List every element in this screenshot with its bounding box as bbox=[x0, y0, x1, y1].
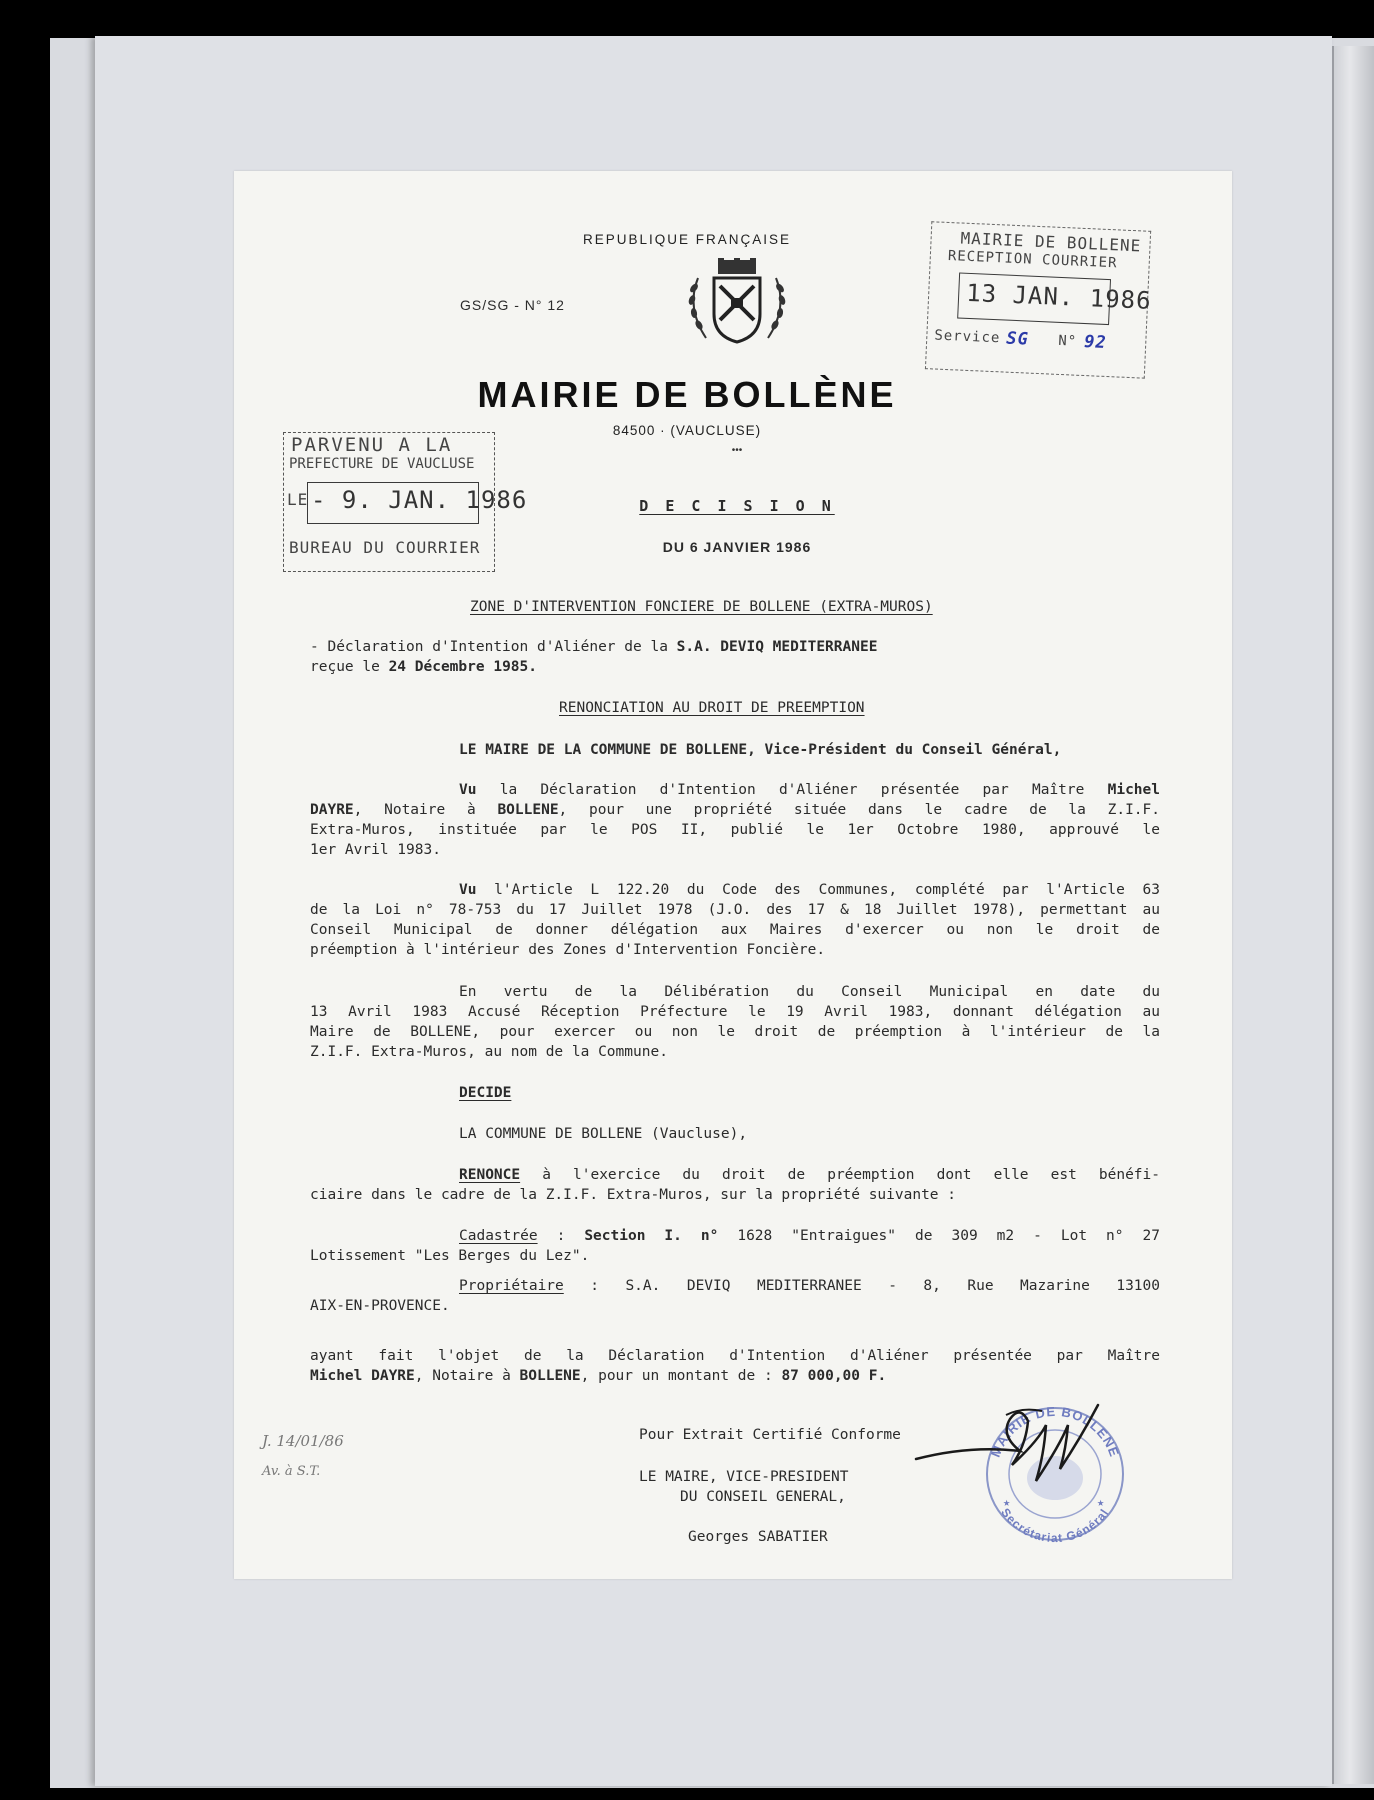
svg-text:★: ★ bbox=[1003, 1495, 1011, 1509]
decision-date: DU 6 JANVIER 1986 bbox=[662, 539, 812, 555]
issuer-address: 84500 · (VAUCLUSE) bbox=[612, 423, 762, 438]
certified-line: Pour Extrait Certifié Conforme bbox=[639, 1427, 901, 1443]
header-separator: ••• bbox=[731, 445, 743, 456]
renonce-line2: ciaire dans le cadre de la Z.I.F. Extra-Muros, sur la propriété suivante : bbox=[310, 1187, 957, 1203]
reception-stamp-number-label: N° bbox=[1057, 332, 1078, 350]
signatory-title-2: DU CONSEIL GENERAL, bbox=[680, 1489, 846, 1505]
ayant-line2: Michel DAYRE, Notaire à BOLLENE, pour un montant de : 87 000,00 F. bbox=[310, 1368, 887, 1384]
mayor-signature bbox=[910, 1385, 1123, 1495]
vu1-line1: Vu la Déclaration d'Intention d'Aliéner présentée par Maître Michel bbox=[459, 782, 1160, 798]
vu1-line4: 1er Avril 1983. bbox=[310, 842, 441, 858]
vu1-line2: DAYRE, Notaire à BOLLENE, pour une propriété située dans le cadre de la Z.I.F. bbox=[310, 802, 1161, 818]
prefecture-stamp-prefix: LE bbox=[287, 490, 309, 509]
svg-text:★: ★ bbox=[1097, 1495, 1105, 1509]
vu2-line2: de la Loi n° 78-753 du 17 Juillet 1978 (J.O. des 17 & 18 Juillet 1978), permettant au bbox=[310, 902, 1160, 918]
proprietaire-line1: Propriétaire : S.A. DEVIQ MEDITERRANEE - 8, Rue Mazarine 13100 bbox=[459, 1278, 1160, 1294]
en-vertu-line3: Maire de BOLLENE, pour exercer ou non le droit de préemption à l'intérieur de la bbox=[310, 1024, 1160, 1040]
declaration-line1: - Déclaration d'Intention d'Aliéner de la S.A. DEVIQ MEDITERRANEE bbox=[310, 639, 878, 655]
commune-line: LA COMMUNE DE BOLLENE (Vaucluse), bbox=[459, 1126, 748, 1142]
reception-stamp-service-label: Service bbox=[934, 327, 1001, 347]
declaration-company: S.A. DEVIQ MEDITERRANEE bbox=[676, 639, 878, 655]
renonciation-title: RENONCIATION AU DROIT DE PREEMPTION bbox=[559, 700, 865, 716]
reception-stamp-service-value: SG bbox=[1005, 328, 1030, 350]
reception-stamp-date: 13 JAN. 1986 bbox=[965, 278, 1153, 315]
reception-stamp-line2: RECEPTION COURRIER bbox=[947, 247, 1118, 272]
reception-stamp-number-value: 92 bbox=[1083, 332, 1108, 353]
prefecture-stamp-date: - 9. JAN. 1986 bbox=[311, 486, 528, 514]
handwritten-note-2: Av. à S.T. bbox=[262, 1464, 321, 1479]
en-vertu-line1: En vertu de la Délibération du Conseil Municipal en date du bbox=[459, 984, 1160, 1000]
zone-title: ZONE D'INTERVENTION FONCIERE DE BOLLENE (EXTRA-MUROS) bbox=[470, 599, 933, 615]
vu2-line3: Conseil Municipal de donner délégation aux Maires d'exercer ou non le droit de bbox=[310, 922, 1160, 938]
svg-text:Secrétariat Général bbox=[998, 1506, 1112, 1544]
cadastre-line1: Cadastrée : Section I. n° 1628 "Entraigues" de 309 m2 - Lot n° 27 bbox=[459, 1228, 1160, 1244]
prefecture-stamp-line3: BUREAU DU COURRIER bbox=[289, 538, 481, 557]
seal-bottom-text: Secrétariat Général bbox=[998, 1505, 1112, 1544]
coat-of-arms-icon bbox=[684, 258, 790, 344]
signatory-title-1: LE MAIRE, VICE-PRESIDENT bbox=[639, 1469, 849, 1485]
republic-heading: REPUBLIQUE FRANÇAISE bbox=[582, 232, 792, 247]
reception-stamp-line1: MAIRIE DE BOLLENE bbox=[960, 228, 1142, 256]
page-stack-edge bbox=[1332, 46, 1374, 1784]
signatory-name: Georges SABATIER bbox=[688, 1529, 828, 1545]
vu2-line4: préemption à l'intérieur des Zones d'Intervention Foncière. bbox=[310, 942, 826, 958]
en-vertu-line2: 13 Avril 1983 Accusé Réception Préfecture le 19 Avril 1983, donnant délégation au bbox=[310, 1004, 1160, 1020]
reception-stamp bbox=[925, 221, 1153, 381]
en-vertu-line4: Z.I.F. Extra-Muros, au nom de la Commune. bbox=[310, 1044, 668, 1060]
declaration-line2: reçue le 24 Décembre 1985. bbox=[310, 659, 537, 675]
renonce-line1: RENONCE à l'exercice du droit de préemption dont elle est bénéfi- bbox=[459, 1167, 1160, 1183]
proprietaire-line2: AIX-EN-PROVENCE. bbox=[310, 1298, 450, 1314]
reference-number: GS/SG - N° 12 bbox=[460, 297, 565, 313]
prefecture-stamp-line1: PARVENU A LA bbox=[291, 434, 453, 456]
cadastre-line2: Lotissement "Les Berges du Lez". bbox=[310, 1248, 590, 1264]
ayant-line1: ayant fait l'objet de la Déclaration d'Intention d'Aliéner présentée par Maître bbox=[310, 1348, 1160, 1364]
vu2-line1: Vu l'Article L 122.20 du Code des Communes, complété par l'Article 63 bbox=[459, 882, 1160, 898]
seal-top-text: MAIRIE DE BOLLENE bbox=[987, 1403, 1123, 1460]
decision-title: D E C I S I O N bbox=[639, 497, 835, 515]
handwritten-note-1: J. 14/01/86 bbox=[262, 1432, 344, 1450]
declaration-received-date: 24 Décembre 1985. bbox=[388, 659, 537, 675]
vu1-line3: Extra-Muros, instituée par le POS II, publié le 1er Octobre 1980, approuvé le bbox=[310, 822, 1160, 838]
decide-heading: DECIDE bbox=[459, 1085, 512, 1101]
maire-heading: LE MAIRE DE LA COMMUNE DE BOLLENE, Vice-Président du Conseil Général, bbox=[459, 742, 1062, 758]
prefecture-stamp-line2: PREFECTURE DE VAUCLUSE bbox=[289, 456, 475, 472]
issuer-title: MAIRIE DE BOLLÈNE bbox=[477, 374, 897, 415]
amount: 87 000,00 F. bbox=[781, 1368, 887, 1384]
